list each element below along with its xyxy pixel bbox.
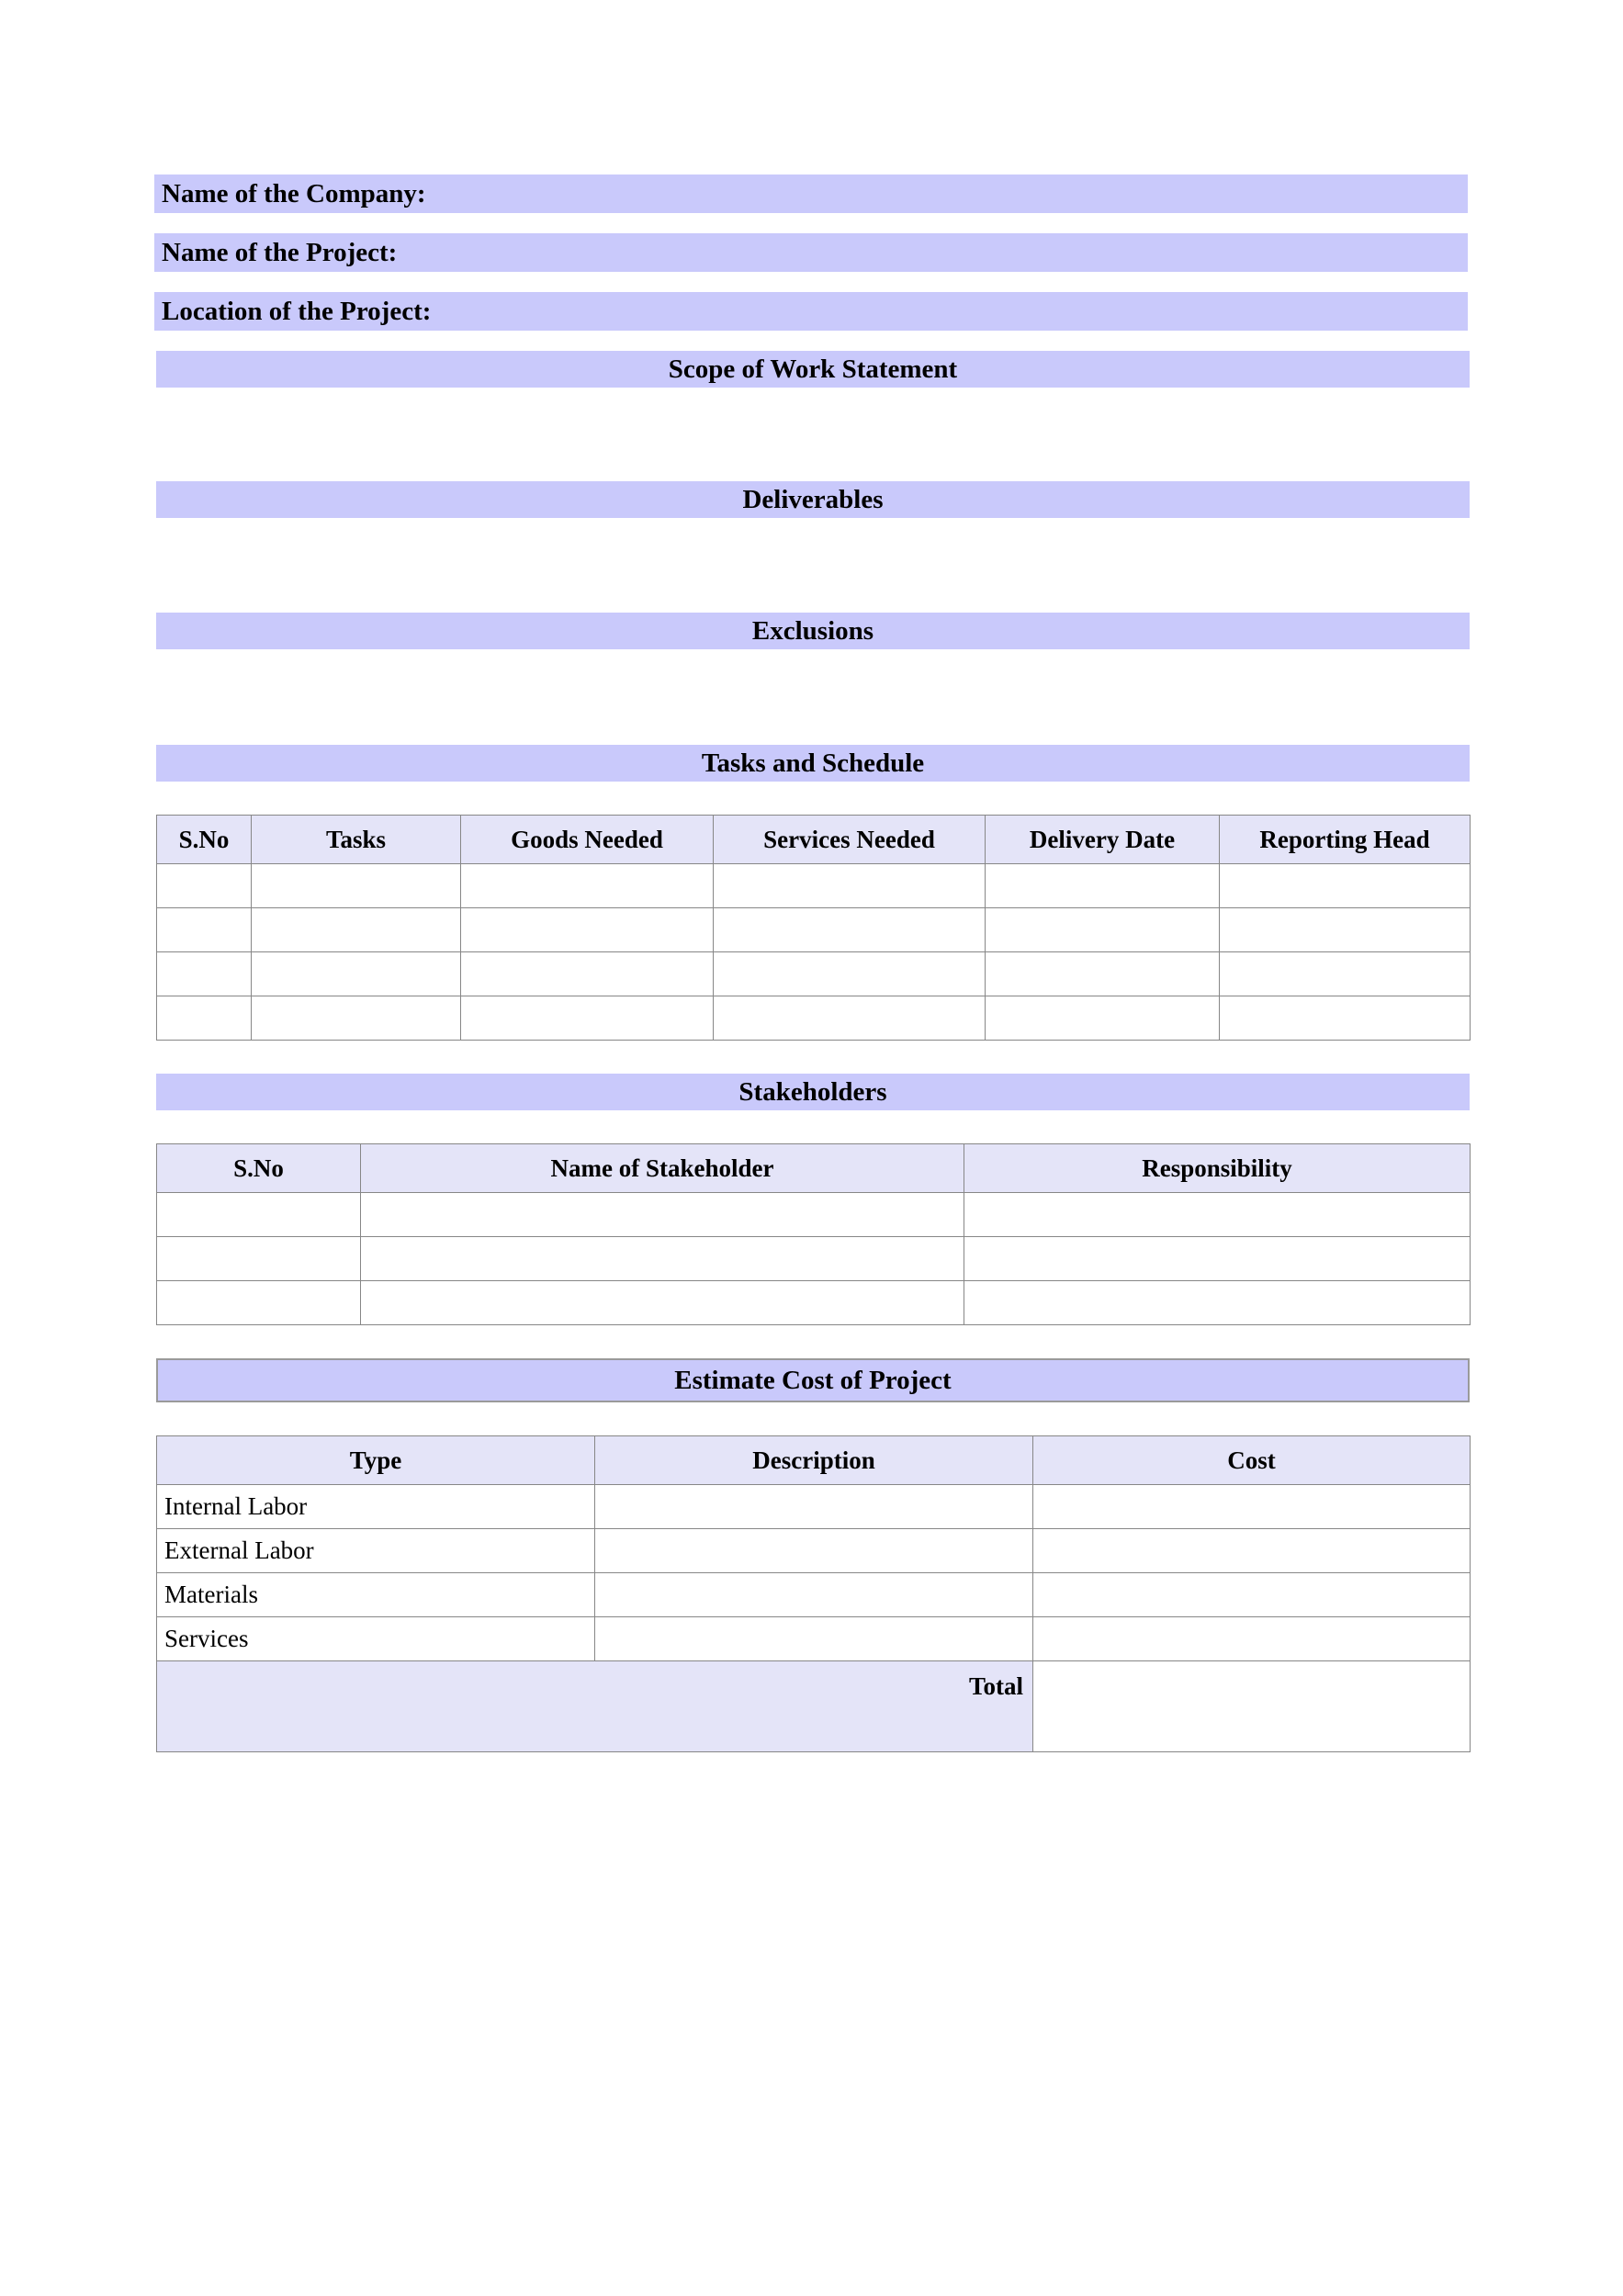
cost-row-label-services: Services <box>157 1617 595 1661</box>
tasks-col-sno: S.No <box>157 816 252 864</box>
field-project-name[interactable]: Name of the Project: <box>154 233 1468 272</box>
estimate-cost-table <box>156 1435 1471 1752</box>
field-project-location[interactable]: Location of the Project: <box>154 292 1468 331</box>
table-row <box>157 864 1471 908</box>
table-cell[interactable] <box>157 1193 361 1237</box>
table-cell[interactable] <box>157 864 252 908</box>
table-cell[interactable] <box>361 1281 964 1325</box>
table-row <box>157 1193 1471 1237</box>
table-row <box>157 1529 1471 1573</box>
table-cell[interactable] <box>986 952 1220 996</box>
table-cell[interactable] <box>986 908 1220 952</box>
table-cell[interactable] <box>1220 952 1471 996</box>
table-header-row <box>157 1144 1471 1193</box>
spacer <box>154 272 1470 292</box>
table-row <box>157 908 1471 952</box>
tasks-and-schedule-table <box>156 815 1471 1041</box>
table-cell[interactable] <box>361 1237 964 1281</box>
section-header-deliverables: Deliverables <box>156 481 1470 518</box>
table-cell[interactable] <box>1033 1529 1471 1573</box>
table-cell[interactable] <box>252 952 461 996</box>
table-cell[interactable] <box>714 952 986 996</box>
section-header-estimate-cost: Estimate Cost of Project <box>156 1358 1470 1402</box>
table-cell[interactable] <box>964 1237 1471 1281</box>
spacer <box>154 1325 1470 1358</box>
section-header-stakeholders: Stakeholders <box>156 1074 1470 1110</box>
stakeholders-col-sno: S.No <box>157 1144 361 1193</box>
stakeholders-col-responsibility: Responsibility <box>964 1144 1471 1193</box>
section-header-tasks-and-schedule: Tasks and Schedule <box>156 745 1470 782</box>
table-cell[interactable] <box>157 952 252 996</box>
table-cell[interactable] <box>1033 1485 1471 1529</box>
table-cell[interactable] <box>157 1281 361 1325</box>
tasks-col-delivery-date: Delivery Date <box>986 816 1220 864</box>
cost-col-cost: Cost <box>1033 1436 1471 1485</box>
table-row <box>157 996 1471 1041</box>
table-row <box>157 1237 1471 1281</box>
table-cell[interactable] <box>461 864 714 908</box>
scope-of-work-entry-area[interactable] <box>154 388 1470 445</box>
table-cell[interactable] <box>714 996 986 1041</box>
cost-col-type: Type <box>157 1436 595 1485</box>
tasks-col-services-needed: Services Needed <box>714 816 986 864</box>
field-company-name[interactable]: Name of the Company: <box>154 174 1468 213</box>
table-cell[interactable] <box>964 1193 1471 1237</box>
table-header-row <box>157 1436 1471 1485</box>
stakeholders-col-name: Name of Stakeholder <box>361 1144 964 1193</box>
table-row <box>157 1281 1471 1325</box>
spacer <box>154 331 1470 351</box>
table-row <box>157 1573 1471 1617</box>
table-row <box>157 1617 1471 1661</box>
tasks-col-goods-needed: Goods Needed <box>461 816 714 864</box>
table-cell[interactable] <box>461 996 714 1041</box>
table-cell[interactable] <box>252 908 461 952</box>
cost-col-description: Description <box>595 1436 1033 1485</box>
table-cell[interactable] <box>252 996 461 1041</box>
exclusions-entry-area[interactable] <box>154 649 1470 706</box>
table-cell[interactable] <box>157 996 252 1041</box>
table-cell[interactable] <box>252 864 461 908</box>
table-cell[interactable] <box>361 1193 964 1237</box>
table-cell[interactable] <box>595 1485 1033 1529</box>
cost-row-label-materials: Materials <box>157 1573 595 1617</box>
table-cell[interactable] <box>461 952 714 996</box>
table-cell[interactable] <box>1033 1617 1471 1661</box>
table-cell[interactable] <box>986 864 1220 908</box>
table-cell[interactable] <box>714 864 986 908</box>
table-cell[interactable] <box>986 996 1220 1041</box>
table-row <box>157 1485 1471 1529</box>
table-cell[interactable] <box>714 908 986 952</box>
table-cell[interactable] <box>1220 996 1471 1041</box>
table-cell[interactable] <box>157 908 252 952</box>
table-cell[interactable] <box>595 1573 1033 1617</box>
table-cell[interactable] <box>157 1237 361 1281</box>
cost-row-label-external-labor: External Labor <box>157 1529 595 1573</box>
tasks-col-reporting-head: Reporting Head <box>1220 816 1471 864</box>
stakeholders-table <box>156 1143 1471 1325</box>
section-header-scope-of-work: Scope of Work Statement <box>156 351 1470 388</box>
table-header-row <box>157 816 1471 864</box>
table-cell[interactable] <box>1220 864 1471 908</box>
table-cell[interactable] <box>595 1617 1033 1661</box>
table-cell[interactable] <box>1033 1573 1471 1617</box>
table-total-row <box>157 1661 1471 1752</box>
tasks-col-tasks: Tasks <box>252 816 461 864</box>
spacer <box>154 1110 1470 1143</box>
cost-row-label-internal-labor: Internal Labor <box>157 1485 595 1529</box>
cost-total-value[interactable] <box>1033 1661 1471 1752</box>
table-cell[interactable] <box>964 1281 1471 1325</box>
spacer <box>154 782 1470 815</box>
table-cell[interactable] <box>1220 908 1471 952</box>
cost-total-label: Total <box>157 1661 1033 1752</box>
spacer <box>154 213 1470 233</box>
document-content <box>154 0 1470 1752</box>
spacer <box>154 1041 1470 1074</box>
deliverables-entry-area[interactable] <box>154 518 1470 575</box>
table-row <box>157 952 1471 996</box>
table-cell[interactable] <box>461 908 714 952</box>
section-header-exclusions: Exclusions <box>156 613 1470 649</box>
spacer <box>154 1402 1470 1435</box>
table-cell[interactable] <box>595 1529 1033 1573</box>
